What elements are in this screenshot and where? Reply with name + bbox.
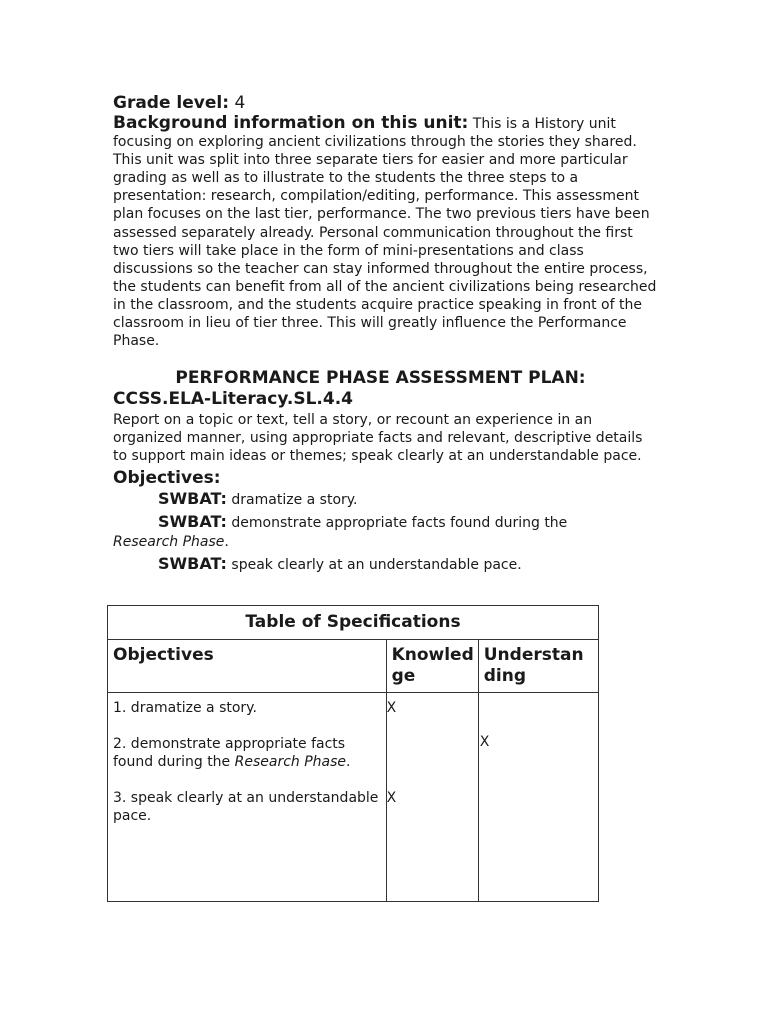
knowledge-cell	[386, 693, 478, 902]
background-text: This is a History unit focusing on exploring ancient civilizations through the stories they shared. This unit was split into three separate tiers for easier and more particular grading as well as to illustrate to the students the three steps to a presentation: research, compilation/editing, performance. This assessment plan focuses on the last tier, performance. The two previous tiers have been assessed separately already. Personal communication throughout the first two tiers will take place in the form of mini-presentations and class discussions so the teacher can stay informed throughout the entire process, the students can benefit from all of the ancient civilizations being researched in the classroom, and the students acquire practice speaking in front of the classroom in lieu of tier three. This will greatly influence the Performance Phase.	[113, 116, 657, 350]
swbat-text: dramatize a story.	[231, 492, 358, 509]
understanding-cell	[478, 693, 598, 902]
table-title: Table of Specifications	[108, 606, 599, 640]
grade-level-label: Grade level:	[113, 93, 230, 113]
swbat-label: SWBAT:	[158, 489, 227, 509]
swbat-label: SWBAT:	[158, 512, 227, 532]
column-header-understanding: Understanding	[478, 640, 598, 693]
background-paragraph	[113, 114, 658, 350]
knowledge-mark-3: X	[386, 790, 397, 806]
table-objective-1: 1. dramatize a story.	[113, 700, 257, 716]
table-objective-3: 3. speak clearly at an understandable pace.	[113, 790, 379, 824]
standard-code: CCSS.ELA-Literacy.SL.4.4	[113, 389, 353, 410]
swbat-after: .	[224, 534, 229, 551]
table-of-specifications	[107, 605, 599, 902]
plan-title: PERFORMANCE PHASE ASSESSMENT PLAN:	[175, 368, 586, 389]
swbat-italic: Research Phase	[113, 534, 225, 551]
column-header-knowledge: Knowledge	[386, 640, 478, 693]
knowledge-mark-1: X	[386, 700, 397, 716]
table-objective-italic: Research Phase	[234, 754, 347, 770]
understanding-mark-2: X	[479, 734, 490, 750]
swbat-text: speak clearly at an understandable pace.	[231, 557, 522, 574]
standard-description: Report on a topic or text, tell a story, or recount an experience in an organized manner, using appropriate facts and relevant, descriptive details to support main ideas or themes; speak clearly at an understandable pace.	[113, 412, 643, 465]
background-label: Background information on this unit:	[113, 113, 469, 133]
table-objective-text: 2. demonstrate appropriate facts found during the	[113, 736, 346, 770]
table-objective-2	[113, 735, 382, 771]
swbat-label: SWBAT:	[158, 554, 227, 574]
objectives-cell	[108, 693, 387, 902]
swbat-item-1	[113, 489, 658, 510]
grade-level-value: 4	[234, 93, 246, 113]
swbat-item-3	[113, 554, 658, 575]
swbat-text: demonstrate appropriate facts found during the	[231, 515, 568, 532]
column-header-objectives: Objectives	[108, 640, 387, 693]
table-objective-after: .	[346, 754, 351, 770]
objectives-heading: Objectives:	[113, 468, 221, 489]
swbat-item-2	[113, 512, 658, 552]
grade-level-line	[113, 92, 658, 114]
plan-heading	[113, 368, 658, 410]
document-page	[113, 92, 658, 577]
